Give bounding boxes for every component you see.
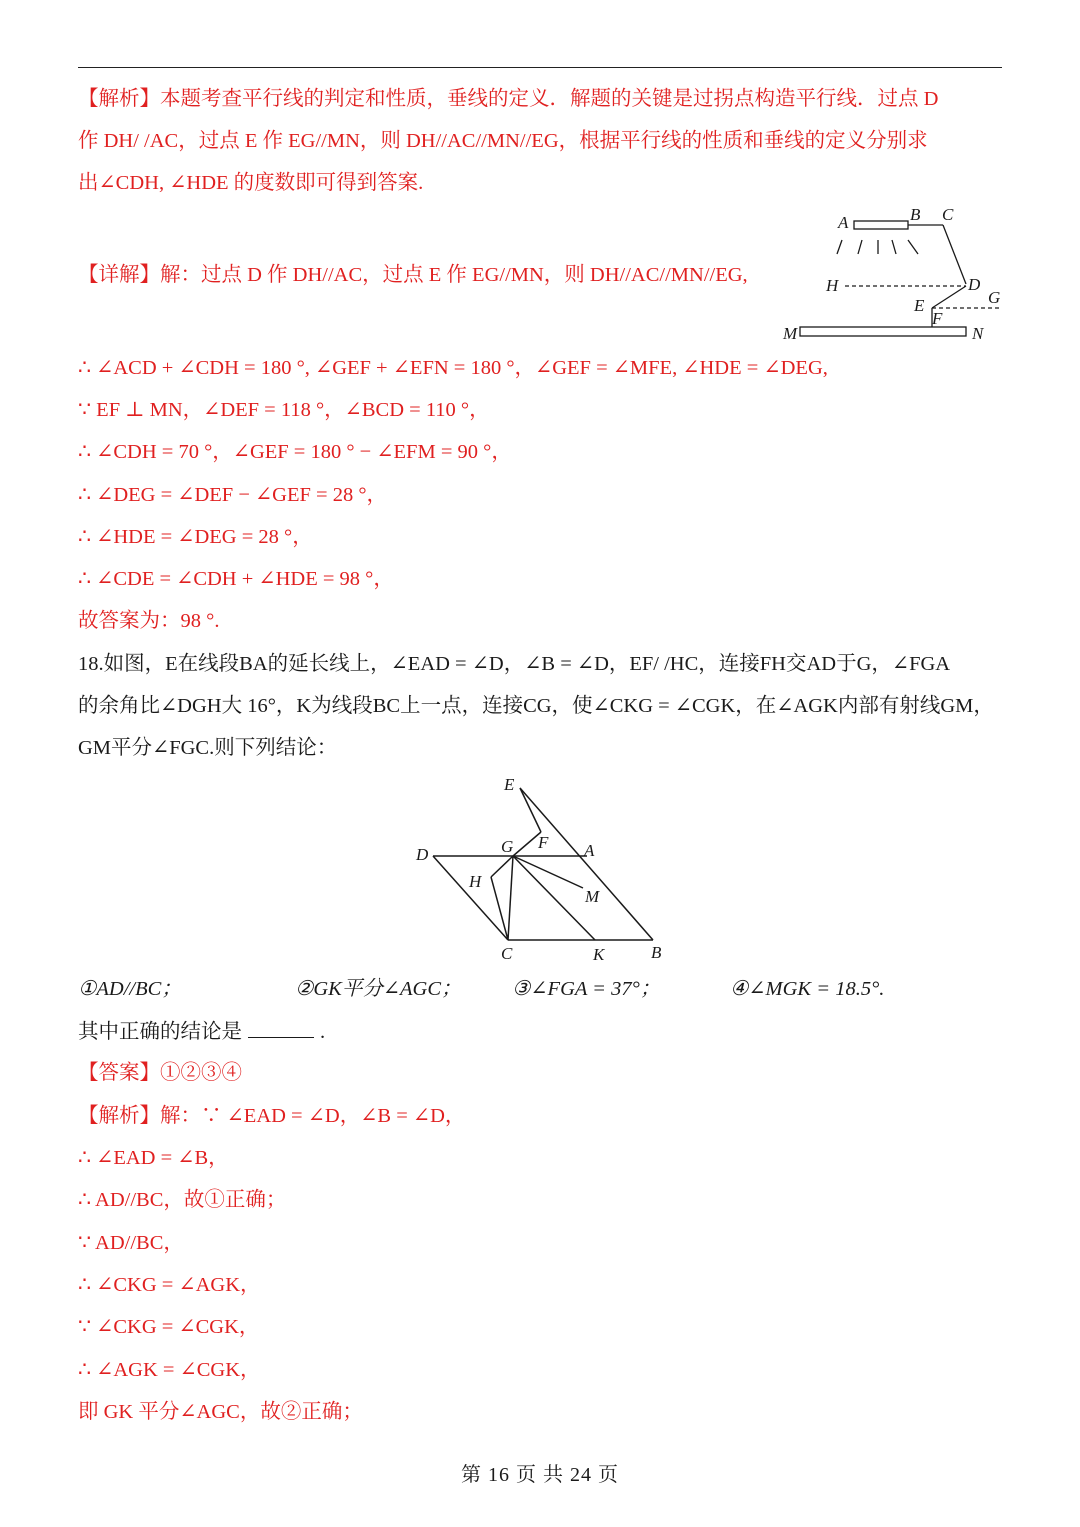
analysis-18-line: ∵ ∠CKG = ∠CGK， bbox=[78, 1316, 260, 1338]
fig17-hatch bbox=[892, 240, 896, 254]
final-answer-17: 故答案为：98 °. bbox=[78, 610, 220, 632]
step-line: ∴ ∠DEG = ∠DEF − ∠GEF = 28 °， bbox=[78, 484, 388, 506]
figure-17 bbox=[770, 200, 1010, 350]
answer-blank bbox=[248, 1017, 314, 1038]
fig17-hatch bbox=[908, 240, 918, 254]
top-rule bbox=[78, 67, 1002, 68]
detail-line: 【详解】解：过点 D 作 DH//AC，过点 E 作 EG//MN，则 DH//AC//MN//EG, bbox=[78, 264, 748, 286]
question-18-line-3: GM平分∠FGC.则下列结论： bbox=[78, 737, 338, 759]
fill-in-line bbox=[78, 1017, 325, 1046]
fig18-label-m: M bbox=[585, 887, 600, 906]
fig17-label-n: N bbox=[972, 324, 984, 343]
fig18-label-k: K bbox=[593, 945, 605, 964]
fig18-segment-gc bbox=[508, 856, 513, 940]
question-18-line-1: 18.如图，E在线段BA的延长线上，∠EAD = ∠D，∠B = ∠D，EF/ /HC，连接FH交AD于G，∠FGA bbox=[78, 653, 951, 675]
step-line: ∴ ∠HDE = ∠DEG = 28 °， bbox=[78, 526, 313, 548]
step-line: ∴ ∠ACD + ∠CDH = 180 °, ∠GEF + ∠EFN = 180 °，∠GEF = ∠MFE, ∠HDE = ∠DEG, bbox=[78, 357, 828, 379]
figure-18 bbox=[405, 770, 685, 970]
fig18-label-g: G bbox=[501, 837, 514, 856]
answer-18: 【答案】①②③④ bbox=[78, 1062, 242, 1084]
option-3: ③∠FGA = 37°； bbox=[512, 978, 661, 1000]
analysis-18-line: ∴ ∠CKG = ∠AGK， bbox=[78, 1274, 261, 1296]
step-line: ∴ ∠CDH = 70 °，∠GEF = 180 ° − ∠EFM = 90 °， bbox=[78, 441, 512, 463]
fig17-label-g: G bbox=[988, 288, 1001, 307]
fig17-label-d: D bbox=[968, 275, 981, 294]
fig17-segment-cd bbox=[943, 225, 966, 284]
analysis-line-3: 出∠CDH, ∠HDE 的度数即可得到答案. bbox=[78, 172, 424, 194]
fig18-label-a: A bbox=[584, 841, 595, 860]
fig18-segment-gk bbox=[513, 856, 595, 940]
step-line: ∴ ∠CDE = ∠CDH + ∠HDE = 98 °， bbox=[78, 568, 394, 590]
step-line: ∵ EF ⊥ MN，∠DEF = 118 °，∠BCD = 110 °， bbox=[78, 399, 490, 421]
analysis-18-line: 【解析】解：∵ ∠EAD = ∠D，∠B = ∠D， bbox=[78, 1105, 466, 1127]
page-footer: 第 16 页 共 24 页 bbox=[461, 1464, 619, 1486]
analysis-18-line: ∵ AD//BC， bbox=[78, 1232, 184, 1254]
fig18-label-c: C bbox=[501, 944, 513, 963]
question-18-line-2: 的余角比∠DGH大 16°，K为线段BC上一点，连接CG，使∠CKG = ∠CGK，在∠AGK内部有射线GM， bbox=[78, 695, 994, 717]
fig17-segment-ab bbox=[854, 221, 908, 229]
fig17-hatch bbox=[837, 240, 842, 254]
fig17-label-a: A bbox=[838, 213, 849, 232]
fig18-label-d: D bbox=[416, 845, 429, 864]
fill-in-end: . bbox=[320, 1021, 326, 1043]
fig17-label-e: E bbox=[914, 296, 925, 315]
fig17-hatch bbox=[858, 240, 862, 254]
fig18-label-h: H bbox=[469, 872, 482, 891]
fig18-segment-gh bbox=[491, 856, 513, 877]
option-2: ②GK平分∠AGC； bbox=[295, 978, 462, 1000]
fig17-label-h: H bbox=[826, 276, 839, 295]
option-1: ①AD//BC； bbox=[78, 978, 182, 1000]
analysis-18-line: 即 GK 平分∠AGC，故②正确； bbox=[78, 1401, 363, 1423]
option-4: ④∠MGK = 18.5°. bbox=[730, 978, 885, 1000]
fig18-segment-fg bbox=[513, 832, 541, 856]
fig17-label-m: M bbox=[783, 324, 798, 343]
analysis-18-line: ∴ AD//BC，故①正确； bbox=[78, 1189, 287, 1211]
fig17-segment-mn bbox=[800, 327, 966, 336]
fig17-label-f: F bbox=[932, 309, 943, 328]
fig18-segment-ef bbox=[520, 788, 541, 832]
fig17-label-b: B bbox=[910, 205, 921, 224]
analysis-line-2: 作 DH/ /AC，过点 E 作 EG//MN，则 DH//AC//MN//EG，根据平行线的性质和垂线的定义分别求 bbox=[78, 130, 928, 152]
analysis-18-line: ∴ ∠EAD = ∠B， bbox=[78, 1147, 229, 1169]
fig18-label-f: F bbox=[538, 833, 549, 852]
fig17-segment-de bbox=[932, 286, 966, 308]
analysis-line-1: 【解析】本题考查平行线的判定和性质，垂线的定义．解题的关键是过拐点构造平行线．过点 D bbox=[78, 88, 939, 110]
fig18-label-b: B bbox=[651, 943, 662, 962]
analysis-18-line: ∴ ∠AGK = ∠CGK， bbox=[78, 1359, 261, 1381]
fig18-segment-eb bbox=[520, 788, 653, 940]
fig18-label-e: E bbox=[504, 775, 515, 794]
fig17-label-c: C bbox=[942, 205, 954, 224]
fig18-ray-gm bbox=[513, 856, 583, 888]
fill-in-prompt: 其中正确的结论是 bbox=[78, 1021, 242, 1043]
